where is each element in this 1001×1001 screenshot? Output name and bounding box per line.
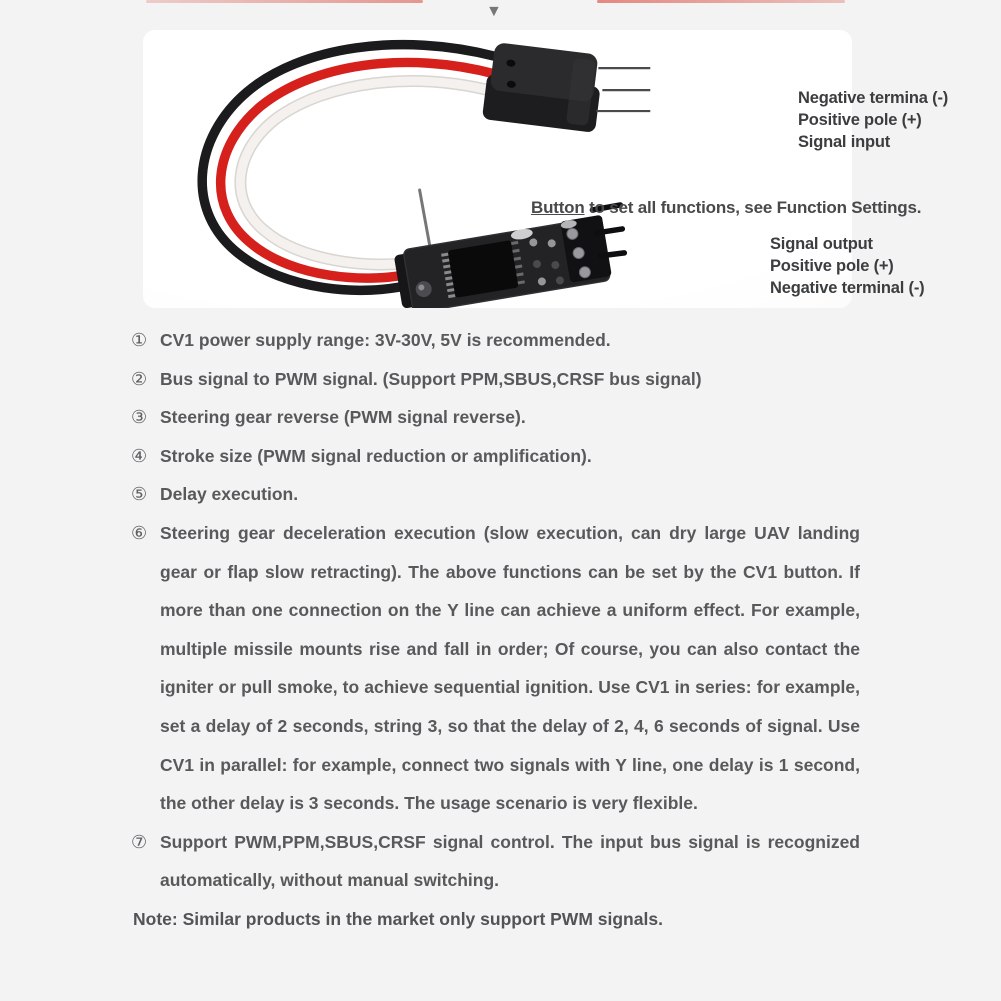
feature-item-3 bbox=[133, 398, 860, 437]
label-signal-output: Signal output bbox=[770, 235, 873, 253]
product-photo-card bbox=[143, 30, 949, 308]
white-wire bbox=[240, 81, 496, 264]
feature-text-7: Support PWM,PPM,SBUS,CRSF signal control. The input bus signal is recognized automatically, without manual switching. bbox=[160, 831, 860, 891]
feature-item-6 bbox=[133, 514, 860, 823]
feature-text-3: Steering gear reverse (PWM signal reverse). bbox=[160, 407, 526, 428]
feature-marker-5: ⑤ bbox=[131, 484, 148, 505]
feature-marker-3: ③ bbox=[131, 407, 148, 428]
feature-list bbox=[133, 321, 860, 939]
feature-item-7 bbox=[133, 823, 860, 900]
chevron-down-icon: ▼ bbox=[486, 3, 502, 20]
button-caption-rest: to set all functions, see Function Settings. bbox=[584, 198, 922, 217]
feature-text-1: CV1 power supply range: 3V-30V, 5V is recommended. bbox=[160, 330, 611, 350]
button-word: Button bbox=[531, 198, 585, 217]
feature-marker-6: ⑥ bbox=[131, 522, 148, 543]
feature-text-4: Stroke size (PWM signal reduction or amplification). bbox=[160, 445, 592, 466]
top-divider-right bbox=[597, 0, 845, 3]
button-caption bbox=[531, 198, 921, 218]
feature-marker-1: ① bbox=[131, 330, 148, 350]
feature-marker-4: ④ bbox=[131, 445, 148, 466]
label-negative-terminal-input: Negative termina (-) bbox=[798, 89, 949, 107]
cv1-module-photo-illustration bbox=[143, 30, 852, 308]
pin-negative-output bbox=[600, 253, 624, 256]
label-negative-terminal-output: Negative terminal (-) bbox=[770, 279, 925, 297]
label-signal-input: Signal input bbox=[798, 133, 891, 151]
note-line: Note: Similar products in the market only support PWM signals. bbox=[133, 908, 663, 929]
feature-item-2 bbox=[133, 360, 860, 399]
label-positive-pole-input: Positive pole (+) bbox=[798, 111, 922, 129]
feature-marker-2: ② bbox=[131, 368, 148, 389]
feature-text-6: Steering gear deceleration execution (slow execution, can dry large UAV landing gear or flap slow retracting). The above functions can be set by the CV1 button. If more than one connection on the Y line can achieve a uniform effect. For example, multiple missile mounts rise and fall in order; Of course, you can also contact the igniter or pull smoke, to achieve sequential ignition. Use CV1 in series: for example, set a delay of 2 seconds, string 3, so that the delay of 2, 4, 6 seconds of signal. Use CV1 in parallel: for example, connect two signals with Y line, one delay is 1 second, the other delay is 3 seconds. The usage scenario is very flexible. bbox=[160, 522, 860, 814]
label-positive-pole-output: Positive pole (+) bbox=[770, 257, 894, 275]
feature-item-5 bbox=[133, 475, 860, 514]
feature-item-1 bbox=[133, 321, 860, 360]
feature-marker-7: ⑦ bbox=[131, 831, 148, 852]
top-divider-left bbox=[146, 0, 423, 3]
servo-connector bbox=[482, 42, 604, 133]
feature-text-2: Bus signal to PWM signal. (Support PPM,SBUS,CRSF bus signal) bbox=[160, 368, 702, 389]
feature-item-4 bbox=[133, 437, 860, 476]
feature-text-5: Delay execution. bbox=[160, 484, 299, 505]
